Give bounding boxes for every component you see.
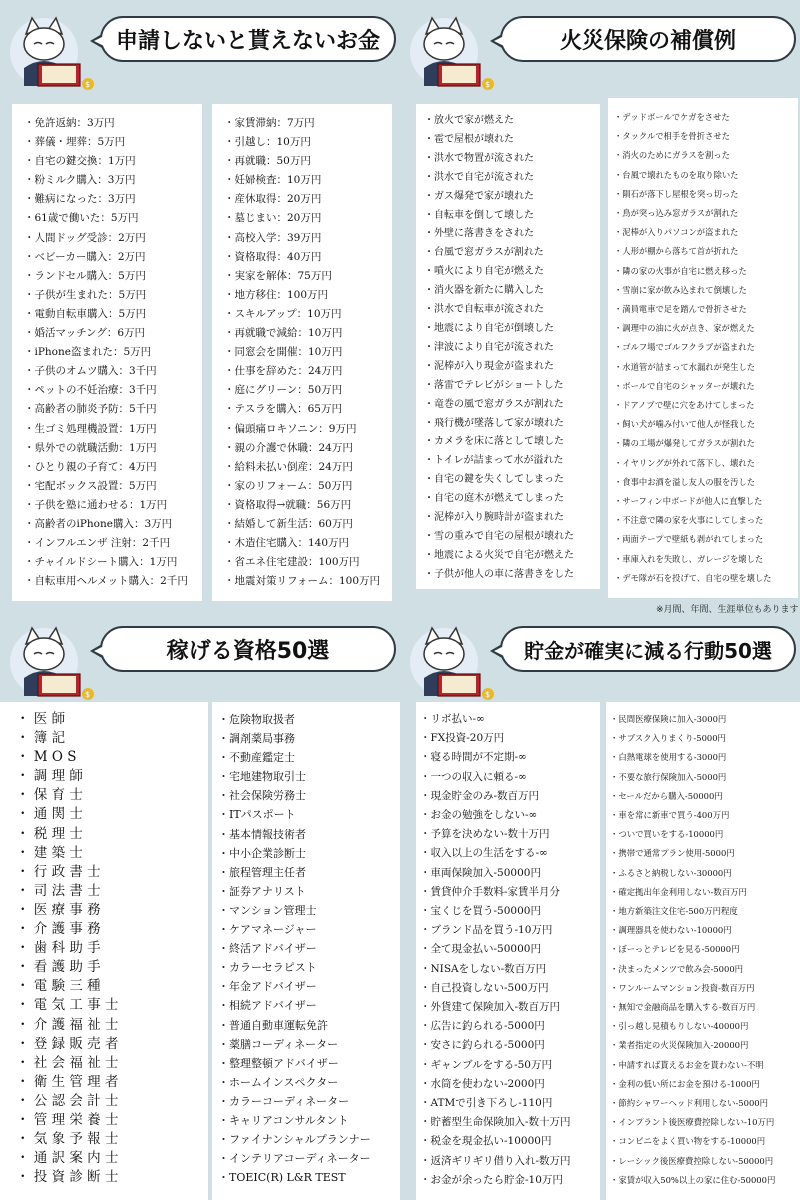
list-item: ・難病になった：3万円 [24,193,136,206]
list-item: ・サーフィン中ボードが他人に直撃した [614,496,763,507]
list-item: ・県外での就職活動：1万円 [24,441,157,454]
list-item: ・同窓会を開催：10万円 [224,346,343,359]
list-item: ・普通自動車運転免許 [218,1018,328,1032]
list-item: ・地震により自宅が倒壊した [424,322,554,334]
list-item: ・返済ギリギリ借り入れ-数万円 [420,1154,571,1167]
list-item: ・お金の勉強をしない-∞ [420,809,538,822]
cat-mascot-icon [408,12,494,94]
list-item: ・ 医 療 事 務 [16,901,101,918]
list-item: ・カラーコーディネーター [218,1094,350,1108]
list-item: ・ドアノブで壁に穴をあけてしまった [614,400,755,411]
list-item: ・整理整頓アドバイザー [218,1056,339,1070]
list-item: ・高齢者の肺炎予防：5千円 [24,403,157,416]
list-item: ・ホームインスペクター [218,1075,339,1089]
list-item: ・ゴルフ場でゴルフクラブが盗まれた [614,342,755,353]
list-item: ・民間医療保険に加入-3000円 [610,714,727,724]
list-item: ・隣の家の火事が自宅に燃え移った [614,265,747,276]
list-item: ・婚活マッチング：6万円 [24,327,146,340]
list-item: ・カメラを床に落として壊した [424,436,564,448]
list-item: ・キャリアコンサルタント [218,1113,349,1127]
list-item: ・落雷でテレビがショートした [424,379,564,391]
list-item: ・水道管が詰まって水漏れが発生した [614,361,756,372]
list-item: ・ 歯 科 助 手 [16,940,101,957]
list-item: ・社会保険労務士 [218,789,306,803]
list-item: ・泥棒が入り現金が盗まれた [424,360,554,372]
list-item: ・家賃滞納：7万円 [224,117,315,129]
list-item: ・サブスク入りまくり-5000円 [610,733,726,744]
list-item: ・墓じまい：20万円 [224,212,322,225]
list-item: ・調剤薬局事務 [218,732,295,746]
panel-header [400,0,800,100]
list-item: ・宝くじを買う-50000円 [420,905,541,918]
list-item: ・一つの収入に頼る-∞ [420,770,527,783]
item-list [224,114,392,591]
list-item: ・証券アナリスト [218,884,306,898]
list-item: ・洪水で自転車が流された [424,304,544,316]
cat-mascot-icon [8,12,94,94]
list-item: ・ 行 政 書 士 [16,863,101,880]
list-item: ・白熱電球を使用する-3000円 [610,752,727,763]
list-item: ・泥棒が入り腕時計が盗まれた [424,512,564,524]
svg-text:$: $ [485,80,491,89]
list-item: ・不要な旅行保険加入-5000円 [610,771,727,782]
list-item: ・飼い犬が噛み付いて他人が怪我した [614,419,756,430]
list-item: ・ 建 築 士 [16,844,83,861]
list-item: ・資格取得：40万円 [224,250,322,263]
list-item: ・地震対策リフォーム：100万円 [224,575,381,588]
list-item: ・車庫入れを失敗し、ガレージを壊した [614,553,764,564]
list-item: ・マンション管理士 [218,903,317,917]
list-box-right [608,98,798,598]
list-box-right [212,702,400,1200]
list-item: ・不動産鑑定士 [218,751,295,765]
list-item: ・旅程管理主任者 [218,865,306,879]
list-item: ・金利の低い所にお金を預ける-1000円 [610,1078,760,1089]
item-list [424,112,600,585]
list-item: ・ファイナンシャルプランナー [218,1133,371,1147]
list-item: ・調理器具を使わない-10000円 [610,925,732,936]
list-item: ・現金貯金のみ-数百万円 [420,789,540,802]
list-item: ・テスラを購入：65万円 [224,403,342,416]
footnote: ※月間、年間、生涯単位もあります [656,605,799,615]
list-item: ・ 保 育 士 [16,787,83,804]
list-item: ・相続アドバイザー [218,999,317,1013]
panel-title: 稼げる資格50選 [100,626,396,672]
list-item: ・偏頭痛ロキソニン：9万円 [224,422,357,435]
item-list [218,710,400,1187]
list-item: ・ 電 験 三 種 [16,978,101,995]
list-item: ・決まったメンツで飲み会-5000円 [610,963,744,974]
list-item: ・デッドボールでケガをさせた [614,112,730,122]
list-item: ・家のリフォーム：50万円 [224,479,353,492]
panel-header [400,610,800,710]
list-item: ・隣の工場が爆発してガラスが割れた [614,438,755,449]
list-item: ・NISAをしない-数百万円 [420,962,547,975]
list-item: ・不注意で隣の家を火事にしてしまった [614,515,764,526]
list-item: ・年金アドバイザー [218,980,317,994]
list-item: ・地方移住：100万円 [224,288,329,301]
list-item: ・リボ払い-∞ [420,713,485,725]
list-box-left [416,104,600,589]
list-item: ・ケアマネージャー [218,923,317,937]
list-item: ・生ゴミ処理機設置：1万円 [24,422,157,435]
list-item: ・ 調 理 師 [16,768,83,785]
panel-fire-insurance [400,0,800,615]
list-item: ・中小企業診断士 [218,846,306,860]
list-item: ・ワンルームマンション投資-数百万円 [610,982,755,993]
list-item: ・ 登 録 販 売 者 [16,1035,119,1052]
list-item: ・ボールで自宅のシャッターが壊れた [614,380,755,391]
list-item: ・両面テープで壁紙も剥がれてしまった [614,534,764,545]
panel-header [0,0,400,100]
cat-mascot-icon [8,622,94,704]
item-list [16,710,208,1187]
list-item: ・税金を現金払い-10000円 [420,1135,552,1148]
list-item: ・ 簿 記 [16,730,66,747]
list-item: ・再就職：50万円 [224,155,311,168]
list-item: ・iPhone盗まれた：5万円 [24,346,152,359]
list-item: ・ギャンブルをする-50万円 [420,1058,552,1071]
list-item: ・スキルアップ：10万円 [224,307,342,320]
list-item: ・地震による火災で自宅が燃えた [424,549,574,561]
list-item: ・お金が余ったら貯金-10万円 [420,1173,563,1186]
list-item: ・ガス爆発で家が壊れた [424,190,534,202]
list-item: ・再就職で減給：10万円 [224,327,343,340]
list-item: ・申請すれば貰えるお金を貰わない-不明 [610,1059,764,1070]
list-item: ・泥棒が入りパソコンが盗まれた [614,227,739,238]
list-item: ・全て現金払い-50000円 [420,943,541,956]
list-box-right [606,702,800,1200]
item-list [24,114,202,591]
list-item: ・レーシック後医療費控除しない-50000円 [610,1155,774,1166]
list-item: ・コンビニをよく買い物をする-10000円 [610,1136,766,1147]
list-item: ・外壁に落書きをされた [424,228,534,240]
panel-qualifications [0,610,400,1200]
list-item: ・ついで買いをする-10000円 [610,829,724,840]
list-item: ・高齢者のiPhone購入：3万円 [24,517,173,530]
list-item: ・消火のためにガラスを割った [614,150,730,161]
list-item: ・ATMで引き下ろし-110円 [420,1097,553,1110]
list-item: ・ 税 理 士 [16,825,83,842]
list-item: ・宅配ボックス設置：5万円 [24,479,157,492]
list-item: ・ベビーカー購入：2万円 [24,250,146,263]
list-item: ・終活アドバイザー [218,942,317,956]
list-item: ・ランドセル購入：5万円 [24,269,146,282]
svg-text:$: $ [85,690,91,699]
list-item: ・ 医 師 [16,711,66,727]
list-item: ・食事中お酒を溢し友人の服を汚した [614,476,756,487]
list-item: ・トイレが詰まって水が溢れた [424,455,564,467]
list-item: ・自転車用ヘルメット購入：2千円 [24,575,188,588]
list-item: ・ふるさと納税しない-30000円 [610,867,732,878]
list-item: ・ひとり親の子育て：4万円 [24,460,157,473]
list-item: ・予算を決めない-数十万円 [420,828,550,841]
list-item: ・業者指定の火災保険加入-20000円 [610,1040,749,1051]
list-box-right [212,104,392,601]
list-item: ・妊婦検査：10万円 [224,174,322,187]
list-item: ・ペットの不妊治療：3千円 [24,384,157,397]
list-item: ・カラーセラピスト [218,961,317,975]
list-item: ・インテリアコーディネーター [218,1152,371,1166]
list-item: ・無知で金融商品を購入する-数百万円 [610,1002,756,1013]
list-item: ・デモ隊が石を投げて、自宅の壁を壊した [614,572,772,583]
list-item: ・宅地建物取引士 [218,770,306,784]
list-item: ・満員電車で足を踏んで骨折させた [614,304,747,315]
list-item: ・引っ越し見積もりしない-40000円 [610,1021,749,1032]
svg-text:$: $ [85,80,91,89]
list-item: ・雹で屋根が壊れた [424,133,514,145]
list-item: ・ 介 護 事 務 [16,921,101,938]
panel-title: 申請しないと貰えないお金 [100,16,396,62]
list-item: ・寝る時間が不定期-∞ [420,751,527,764]
list-item: ・確定拠出年金利用しない-数百万円 [610,886,747,897]
list-item: ・自宅の鍵を失くしてしまった [424,474,564,486]
list-item: ・自宅の鍵交換：1万円 [24,155,136,168]
list-item: ・調理中の油に火が点き、家が燃えた [614,323,755,334]
list-item: ・省エネ住宅建設：100万円 [224,556,360,569]
list-item: ・ITパスポート [218,808,296,822]
list-item: ・免許返納：3万円 [24,117,115,129]
list-item: ・洪水で自宅が流された [424,171,534,183]
list-item: ・自転車を倒して壊した [424,209,534,221]
item-list [420,710,600,1190]
panel-header [0,610,400,710]
list-item: ・水筒を使わない-2000円 [420,1077,545,1090]
list-item: ・ 司 法 書 士 [16,882,101,899]
list-item: ・広告に釣られる-5000円 [420,1020,545,1033]
list-item: ・ 衛 生 管 理 者 [16,1073,119,1090]
list-item: ・子供を塾に通わせる：1万円 [24,498,168,511]
list-item: ・電動自転車購入：5万円 [24,307,147,320]
list-item: ・基本情報技術者 [218,827,306,841]
list-item: ・台風で窓ガラスが割れた [424,247,544,259]
list-item: ・子供が他人の車に落書きをした [424,568,574,580]
list-item: ・FX投資-20万円 [420,732,505,745]
list-item: ・実家を解体：75万円 [224,269,332,282]
list-item: ・貯蓄型生命保険加入-数十万円 [420,1116,571,1129]
list-item: ・洪水で物置が流された [424,152,534,164]
list-item: ・イヤリングが外れて落下し、壊れた [614,457,755,468]
list-item: ・雪の重みで自宅の屋根が壊れた [424,530,574,542]
list-item: ・インフルエンザ 注射：2千円 [24,537,171,550]
list-item: ・人形が棚から落ちて首が折れた [614,246,739,257]
list-item: ・親の介護で休職：24万円 [224,441,353,454]
list-item: ・ 公 認 会 計 士 [16,1092,119,1109]
list-box-left [12,104,202,601]
list-item: ・庭にグリーン：50万円 [224,384,343,397]
list-item: ・隕石が落下し屋根を突っ切った [614,188,739,199]
list-item: ・薬膳コーディネーター [218,1037,339,1051]
list-item: ・飛行機が墜落して家が壊れた [424,417,564,429]
list-item: ・葬儀・埋葬：5万円 [24,136,126,149]
list-item: ・子供が生まれた：5万円 [24,288,147,301]
list-item: ・資格取得→就職：56万円 [224,498,352,511]
panel-title: 火災保険の補償例 [500,16,796,62]
list-item: ・津波により自宅が流された [424,341,554,353]
panel-title: 貯金が確実に減る行動50選 [500,626,796,672]
list-item: ・61歳で働いた：5万円 [24,212,139,225]
list-item: ・自己投資しない-500万円 [420,981,549,994]
list-item: ・携帯で通常プラン使用-5000円 [610,848,735,859]
list-item: ・雪崩に家が飲み込まれて倒壊した [614,284,747,295]
panel-unclaimed-money [0,0,400,605]
list-box-left [416,702,600,1200]
panel-savings-drain [400,610,800,1200]
list-item: ・ 通 関 士 [16,806,83,823]
item-list [614,108,798,588]
list-item: ・竜巻の風で窓ガラスが割れた [424,398,564,410]
list-box-left [0,702,208,1200]
list-item: ・引越し：10万円 [224,136,311,149]
list-item: ・ 管 理 栄 養 士 [16,1111,119,1128]
list-item: ・節約シャワーヘッド利用しない-5000円 [610,1098,768,1109]
list-item: ・ 気 象 予 報 士 [16,1131,119,1148]
list-item: ・ M O S [16,749,77,766]
list-item: ・仕事を辞めた：24万円 [224,365,343,378]
list-item: ・車を常に新車で買う-400万円 [610,810,730,821]
list-item: ・ 投 資 診 断 士 [16,1169,119,1186]
list-item: ・消火器を新たに購入した [424,285,544,297]
list-item: ・粉ミルク購入：3万円 [24,174,136,187]
list-item: ・鳥が突っ込み窓ガラスが割れた [614,208,739,219]
list-item: ・地方新築注文住宅-500万円程度 [610,906,738,917]
list-item: ・ぼーっとテレビを見る-50000円 [610,944,740,955]
list-item: ・台風で壊れたものを取り除いた [614,169,739,180]
list-item: ・産休取得：20万円 [224,193,322,206]
list-item: ・収入以上の生活をする-∞ [420,847,548,860]
list-item: ・木造住宅購入：140万円 [224,537,350,550]
list-item: ・ 通 訳 案 内 士 [16,1150,119,1167]
list-item: ・外貨建て保険加入-数百万円 [420,1001,561,1014]
list-item: ・高校入学：39万円 [224,231,322,244]
list-item: ・インプラント後医療費控除しない-10万円 [610,1117,775,1128]
list-item: ・車両保険加入-50000円 [420,866,541,879]
list-item: ・TOEIC(R) L&R TEST [218,1171,346,1185]
list-item: ・危険物取扱者 [218,713,295,726]
list-item: ・放火で家が燃えた [424,115,514,126]
list-item: ・安さに釣られる-5000円 [420,1039,545,1052]
list-item: ・家賃が収入50%以上の家に住む-50000円 [610,1174,776,1185]
list-item: ・人間ドッグ受診：2万円 [24,231,146,244]
list-item: ・セールだから購入-50000円 [610,790,723,801]
list-item: ・ 介 護 福 祉 士 [16,1016,119,1033]
svg-text:$: $ [485,690,491,699]
item-list [610,710,800,1190]
list-item: ・ 電 気 工 事 士 [16,997,119,1014]
list-item: ・自宅の庭木が燃えてしまった [424,493,564,505]
list-item: ・子供のオムツ購入：3千円 [24,365,157,378]
list-item: ・賃貸仲介手数料-家賃半月分 [420,885,561,898]
list-item: ・ブランド品を買う-10万円 [420,924,553,937]
list-item: ・噴火により自宅が燃えた [424,266,544,278]
list-item: ・ 看 護 助 手 [16,959,101,976]
list-item: ・チャイルドシート購入：1万円 [24,556,178,569]
list-item: ・ 社 会 福 祉 士 [16,1054,119,1071]
list-item: ・給料未払い倒産：24万円 [224,460,353,473]
list-item: ・タックルで相手を骨折させた [614,131,730,142]
list-item: ・結婚して新生活：60万円 [224,517,353,530]
cat-mascot-icon [408,622,494,704]
